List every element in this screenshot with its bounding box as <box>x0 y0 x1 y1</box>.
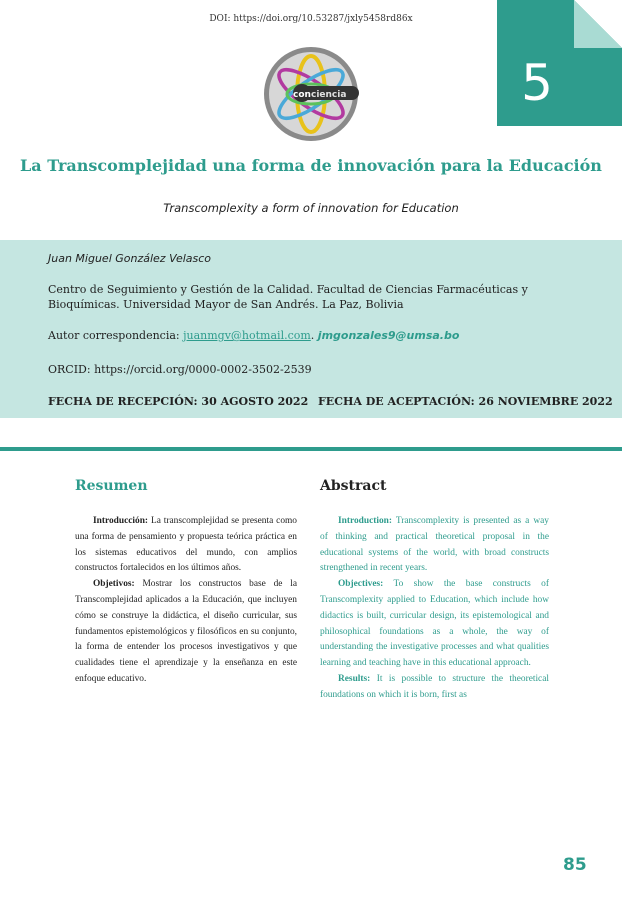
abstract-intro-label: Introduction: <box>338 516 393 526</box>
email-link-umsa[interactable]: jmgonzales9@umsa.bo <box>317 329 460 342</box>
abstract-intro-text: Transcomplexity is presented as a way of thinking and practical theoretical proposal in the educational systems of the world, with broad constructs strengthened in recent years. <box>320 516 549 574</box>
accepted-date: FECHA DE ACEPTACIÓN: 26 NOVIEMBRE 2022 <box>318 395 613 408</box>
abstract-results-label: Results: <box>338 673 371 684</box>
resumen-intro-label: Introducción: <box>93 516 149 526</box>
doi-text[interactable]: DOI: https://doi.org/10.53287/jxly5458rd86x <box>209 14 413 24</box>
abstract-objectives-text: To show the base constructs of Transcomplexity applied to Education, which include how didactics is built, curricular design, its epistemological and philosophical foundations as a whole, the way of understanding the investigative processes and what qualities learning and teaching have in this educational approach. <box>320 579 549 669</box>
author-affiliation: Centro de Seguimiento y Gestión de la Calidad. Facultad de Ciencias Farmacéuticas y Bioquímicas. Universidad Mayor de San Andrés. La Paz, Bolivia <box>48 283 528 311</box>
article-subtitle: Transcomplexity a form of innovation for Education <box>163 201 459 215</box>
abstract-objectives-paragraph <box>320 577 549 672</box>
orcid-link[interactable]: ORCID: https://orcid.org/0000-0002-3502-2539 <box>48 363 312 376</box>
abstract-results-text: It is possible to structure the theoretical foundations on which it is born, first as <box>320 673 549 700</box>
abstract-intro-paragraph <box>320 514 549 577</box>
resumen-intro-paragraph <box>75 514 297 577</box>
resumen-heading: Resumen <box>75 478 148 494</box>
article-title: La Transcomplejidad una forma de innovación para la Educación <box>20 156 602 175</box>
correspondence-line <box>48 329 459 342</box>
email-link-hotmail[interactable]: juanmgv@hotmail.com <box>183 329 311 342</box>
section-divider <box>0 447 622 451</box>
svg-text:ciencia: ciencia <box>311 90 347 100</box>
resumen-intro-text: La transcomplejidad se presenta como una forma de pensamiento y propuesta teórica práctica en los sistemas educativos del mundo, con amplios constructos fortalecidos en los últimos años. <box>75 516 297 574</box>
conciencia-logo <box>263 46 359 142</box>
page-number: 85 <box>563 855 587 875</box>
resumen-objectives-paragraph <box>75 577 297 688</box>
correspondence-label: Autor correspondencia: <box>48 329 184 342</box>
chapter-badge <box>497 0 622 126</box>
abstract-results-paragraph <box>320 672 549 704</box>
resumen-objectives-label: Objetivos: <box>93 579 135 590</box>
resumen-objectives-text: Mostrar los constructos base de la Transcomplejidad aplicados a la Educación, que incluyen cómo se construye la didáctica, el diseño curricular, sus fundamentos epistemológicos y filosóficos en su conjunto, la forma de entender los procesos investigativos y que cualidades tiene el aprendizaje y la enseñanza en este enfoque educativo. <box>75 579 297 684</box>
chapter-number: 5 <box>521 54 553 112</box>
page-fold-corner <box>574 0 622 48</box>
author-info-band <box>0 240 622 418</box>
svg-text:con: con <box>293 90 311 100</box>
received-date: FECHA DE RECEPCIÓN: 30 AGOSTO 2022 <box>48 395 309 408</box>
abstract-heading: Abstract <box>320 478 387 494</box>
abstract-objectives-label: Objectives: <box>338 579 384 590</box>
abstract-column <box>320 514 549 704</box>
email-separator: . <box>310 329 318 342</box>
author-name: Juan Miguel González Velasco <box>48 252 212 265</box>
resumen-column <box>75 514 297 688</box>
